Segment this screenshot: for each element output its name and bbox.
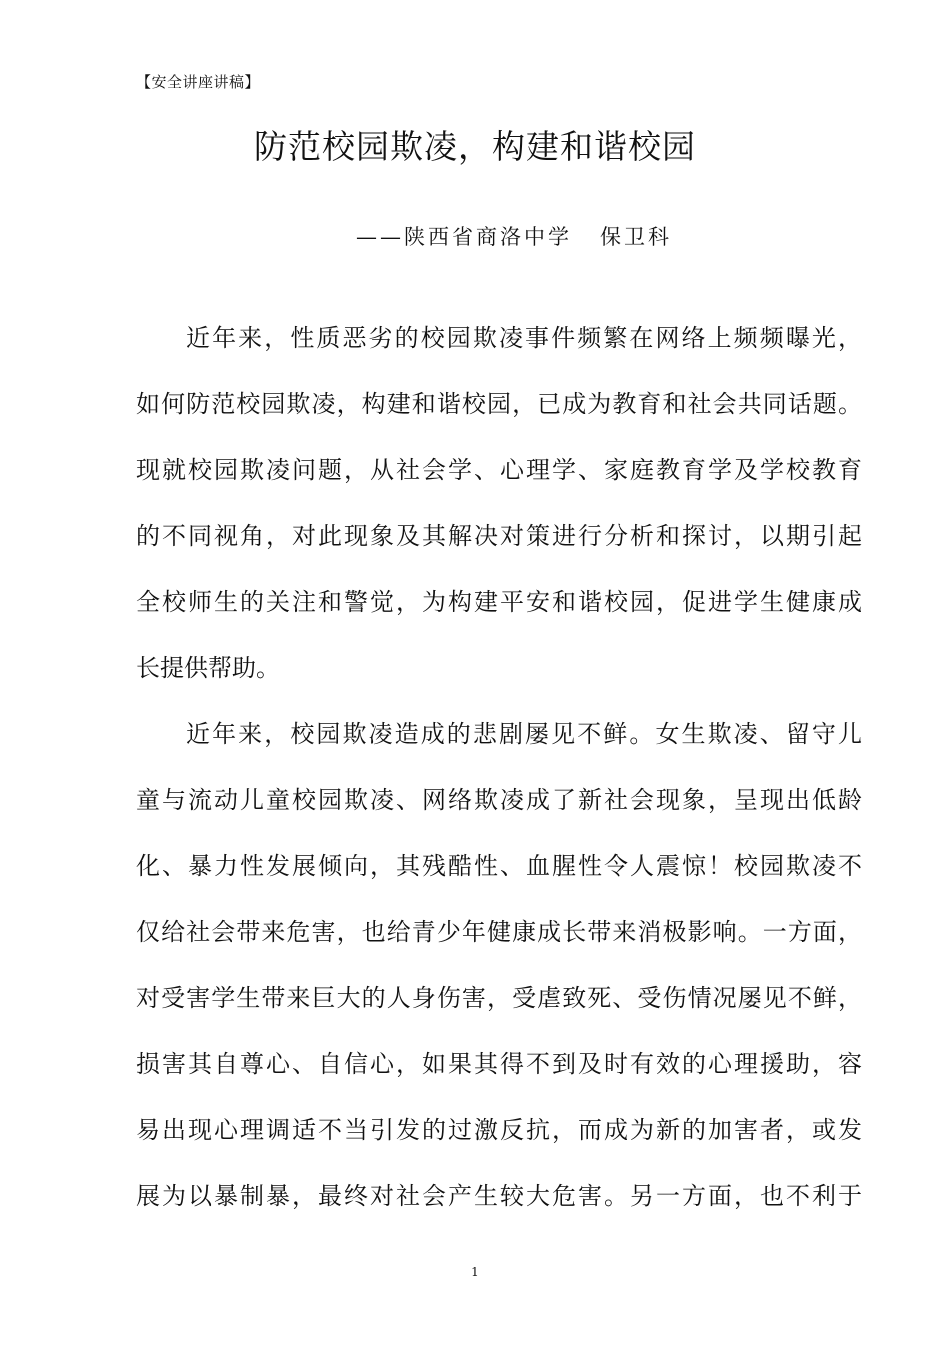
paragraph-1-line-4: 的不同视角，对此现象及其解决对策进行分析和探讨，以期引起 (136, 522, 862, 550)
paragraph-2-line-1: 近年来，校园欺凌造成的悲剧屡见不鲜。女生欺凌、留守儿 (186, 720, 862, 748)
page-number: 1 (471, 1265, 479, 1279)
paragraph-2-line-2: 童与流动儿童校园欺凌、网络欺凌成了新社会现象，呈现出低龄 (136, 786, 862, 814)
paragraph-2-line-6: 损害其自尊心、自信心，如果其得不到及时有效的心理援助，容 (136, 1050, 862, 1078)
paragraph-1-line-2: 如何防范校园欺凌，构建和谐校园，已成为教育和社会共同话题。 (136, 390, 862, 418)
paragraph-2-line-5: 对受害学生带来巨大的人身伤害，受虐致死、受伤情况屡见不鲜， (136, 984, 862, 1012)
paragraph-1-line-5: 全校师生的关注和警觉，为构建平安和谐校园，促进学生健康成 (136, 588, 862, 616)
author-department: 保卫科 (600, 225, 672, 249)
author-line (356, 222, 672, 252)
page-title: 防范校园欺凌，构建和谐校园 (254, 127, 696, 166)
paragraph-1-line-1: 近年来，性质恶劣的校园欺凌事件频繁在网络上频频曝光， (186, 324, 862, 352)
paragraph-2-line-8: 展为以暴制暴，最终对社会产生较大危害。另一方面，也不利于 (136, 1182, 862, 1210)
author-school: ——陕西省商洛中学 (356, 225, 572, 249)
document-tag: 【安全讲座讲稿】 (136, 73, 261, 91)
paragraph-2-line-4: 仅给社会带来危害，也给青少年健康成长带来消极影响。一方面， (136, 918, 862, 946)
paragraph-2-line-7: 易出现心理调适不当引发的过激反抗，而成为新的加害者，或发 (136, 1116, 862, 1144)
body-text (136, 305, 862, 1229)
paragraph-2-line-3: 化、暴力性发展倾向，其残酷性、血腥性令人震惊！校园欺凌不 (136, 852, 862, 880)
paragraph-1-line-6: 长提供帮助。 (136, 654, 280, 682)
paragraph-1-line-3: 现就校园欺凌问题，从社会学、心理学、家庭教育学及学校教育 (136, 456, 862, 484)
